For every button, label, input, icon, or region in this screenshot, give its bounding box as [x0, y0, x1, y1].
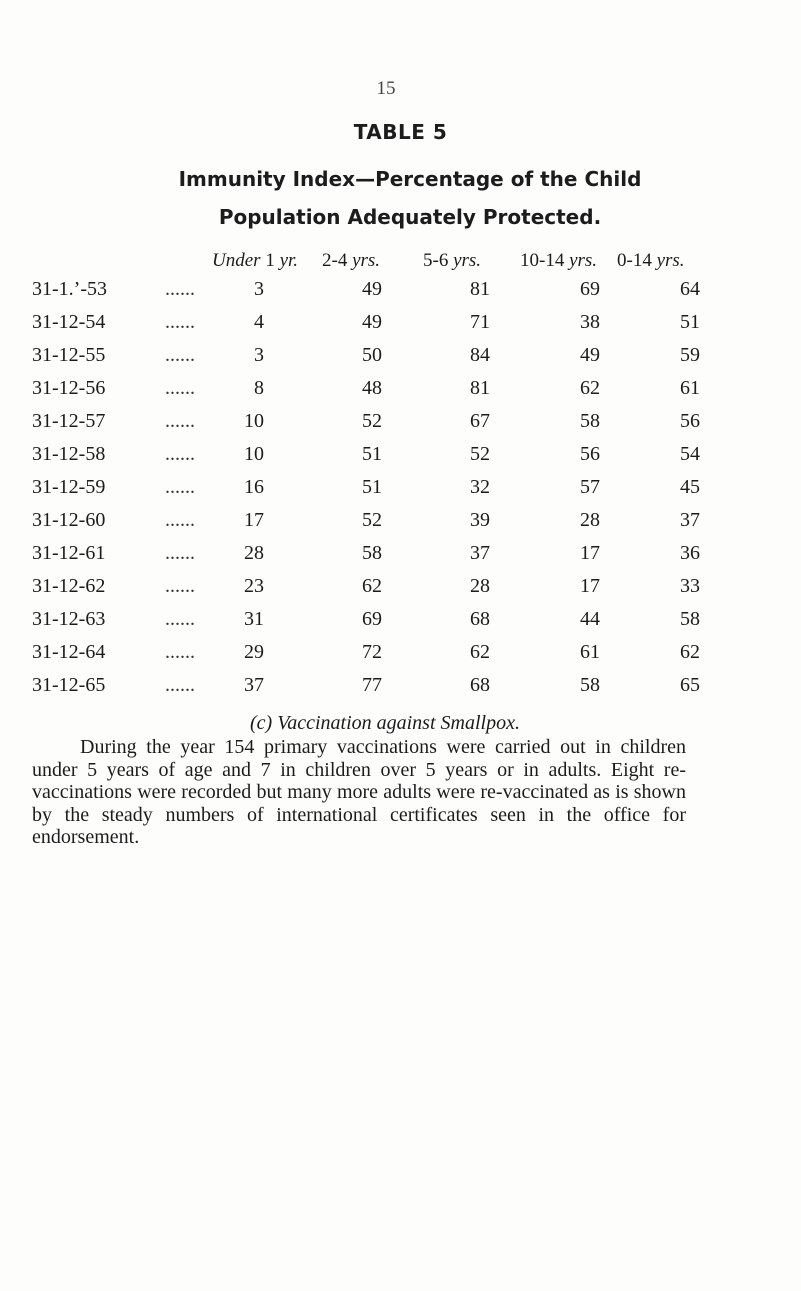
cell-under-1: 10 — [244, 410, 264, 432]
cell-under-1: 23 — [244, 575, 264, 597]
cell-under-1: 3 — [254, 278, 264, 300]
body-paragraph: During the year 154 primary vaccinations were carried out in children under 5 years of age and 7 in children over 5 years or in adults. Eight re-vaccinations were recorded but many more adults were re-vaccinated as is shown by the steady numbers of international certificates seen in the office for endorsement. — [32, 736, 686, 848]
table-row — [0, 674, 801, 704]
cell-0-14: 56 — [680, 410, 700, 432]
cell-5-6: 81 — [470, 278, 490, 300]
section-title: (c) Vaccination against Smallpox. — [250, 712, 520, 734]
row-date: 31-12-63 — [32, 608, 106, 630]
cell-5-6: 52 — [470, 443, 490, 465]
table-row — [0, 575, 801, 605]
table-row — [0, 410, 801, 440]
row-date: 31-12-65 — [32, 674, 106, 696]
cell-under-1: 28 — [244, 542, 264, 564]
cell-5-6: 67 — [470, 410, 490, 432]
row-date: 31-12-58 — [32, 443, 106, 465]
cell-5-6: 68 — [470, 674, 490, 696]
table-row — [0, 509, 801, 539]
cell-2-4: 58 — [362, 542, 382, 564]
cell-under-1: 17 — [244, 509, 264, 531]
cell-5-6: 32 — [470, 476, 490, 498]
table-row — [0, 443, 801, 473]
row-date: 31-12-56 — [32, 377, 106, 399]
cell-5-6: 37 — [470, 542, 490, 564]
row-date: 31-12-59 — [32, 476, 106, 498]
cell-10-14: 17 — [580, 575, 600, 597]
cell-5-6: 68 — [470, 608, 490, 630]
cell-under-1: 4 — [254, 311, 264, 333]
cell-2-4: 77 — [362, 674, 382, 696]
leader-dots: ...... — [165, 608, 195, 630]
cell-10-14: 17 — [580, 542, 600, 564]
table-row — [0, 311, 801, 341]
row-date: 31-12-55 — [32, 344, 106, 366]
leader-dots: ...... — [165, 641, 195, 663]
cell-0-14: 51 — [680, 311, 700, 333]
cell-0-14: 54 — [680, 443, 700, 465]
cell-10-14: 44 — [580, 608, 600, 630]
table-subtitle-line-1: Immunity Index—Percentage of the Child — [178, 167, 642, 191]
row-date: 31-12-57 — [32, 410, 106, 432]
cell-0-14: 61 — [680, 377, 700, 399]
cell-5-6: 71 — [470, 311, 490, 333]
cell-2-4: 49 — [362, 278, 382, 300]
cell-under-1: 3 — [254, 344, 264, 366]
cell-10-14: 69 — [580, 278, 600, 300]
row-date: 31-1.’-53 — [32, 278, 107, 300]
cell-under-1: 29 — [244, 641, 264, 663]
header-10-14-yrs: 10-14 yrs. — [520, 250, 598, 271]
page-number: 15 — [376, 78, 396, 99]
table-row — [0, 377, 801, 407]
leader-dots: ...... — [165, 674, 195, 696]
table-title: TABLE 5 — [353, 120, 448, 144]
cell-0-14: 62 — [680, 641, 700, 663]
leader-dots: ...... — [165, 344, 195, 366]
cell-5-6: 81 — [470, 377, 490, 399]
leader-dots: ...... — [165, 410, 195, 432]
table-row — [0, 608, 801, 638]
table-row — [0, 641, 801, 671]
row-date: 31-12-61 — [32, 542, 106, 564]
table-row — [0, 344, 801, 374]
leader-dots: ...... — [165, 377, 195, 399]
cell-5-6: 84 — [470, 344, 490, 366]
header-5-6-yrs: 5-6 yrs. — [423, 250, 482, 271]
cell-2-4: 52 — [362, 509, 382, 531]
cell-under-1: 37 — [244, 674, 264, 696]
cell-5-6: 62 — [470, 641, 490, 663]
leader-dots: ...... — [165, 311, 195, 333]
cell-0-14: 45 — [680, 476, 700, 498]
cell-10-14: 38 — [580, 311, 600, 333]
cell-10-14: 58 — [580, 410, 600, 432]
cell-under-1: 8 — [254, 377, 264, 399]
cell-2-4: 52 — [362, 410, 382, 432]
cell-2-4: 51 — [362, 443, 382, 465]
leader-dots: ...... — [165, 542, 195, 564]
leader-dots: ...... — [165, 476, 195, 498]
cell-10-14: 49 — [580, 344, 600, 366]
cell-5-6: 28 — [470, 575, 490, 597]
leader-dots: ...... — [165, 575, 195, 597]
table-row — [0, 476, 801, 506]
cell-0-14: 58 — [680, 608, 700, 630]
cell-10-14: 62 — [580, 377, 600, 399]
row-date: 31-12-62 — [32, 575, 106, 597]
cell-2-4: 48 — [362, 377, 382, 399]
header-under-1-yr: Under 1 yr. — [212, 250, 299, 271]
cell-10-14: 57 — [580, 476, 600, 498]
cell-0-14: 36 — [680, 542, 700, 564]
row-date: 31-12-54 — [32, 311, 106, 333]
cell-2-4: 62 — [362, 575, 382, 597]
cell-2-4: 49 — [362, 311, 382, 333]
cell-10-14: 56 — [580, 443, 600, 465]
cell-10-14: 58 — [580, 674, 600, 696]
leader-dots: ...... — [165, 443, 195, 465]
cell-2-4: 72 — [362, 641, 382, 663]
cell-5-6: 39 — [470, 509, 490, 531]
row-date: 31-12-60 — [32, 509, 106, 531]
cell-0-14: 33 — [680, 575, 700, 597]
header-0-14-yrs: 0-14 yrs. — [617, 250, 685, 271]
cell-2-4: 50 — [362, 344, 382, 366]
cell-2-4: 51 — [362, 476, 382, 498]
table-row — [0, 542, 801, 572]
cell-under-1: 31 — [244, 608, 264, 630]
leader-dots: ...... — [165, 509, 195, 531]
cell-10-14: 28 — [580, 509, 600, 531]
cell-0-14: 59 — [680, 344, 700, 366]
cell-0-14: 37 — [680, 509, 700, 531]
leader-dots: ...... — [165, 278, 195, 300]
cell-10-14: 61 — [580, 641, 600, 663]
header-2-4-yrs: 2-4 yrs. — [322, 250, 381, 271]
cell-under-1: 10 — [244, 443, 264, 465]
cell-under-1: 16 — [244, 476, 264, 498]
table-subtitle — [150, 160, 670, 236]
row-date: 31-12-64 — [32, 641, 106, 663]
cell-2-4: 69 — [362, 608, 382, 630]
cell-0-14: 64 — [680, 278, 700, 300]
cell-0-14: 65 — [680, 674, 700, 696]
table-row — [0, 278, 801, 308]
table-subtitle-line-2: Population Adequately Protected. — [218, 205, 602, 229]
